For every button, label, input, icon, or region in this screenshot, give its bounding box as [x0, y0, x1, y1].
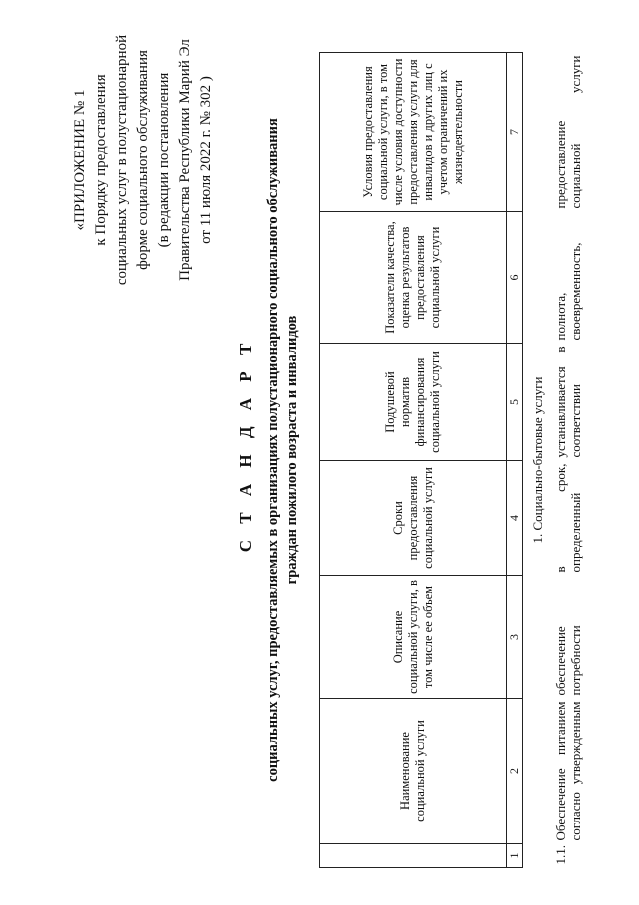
column-number-row	[507, 53, 523, 868]
appendix-line: «ПРИЛОЖЕНИЕ № 1	[72, 89, 88, 231]
column-number: 7	[507, 53, 523, 212]
row-number: 1.1.	[553, 845, 568, 865]
header-cell: Наименование социальной услуги	[320, 699, 507, 844]
document-title: С Т А Н Д А Р Т	[236, 337, 255, 553]
section-row	[523, 53, 552, 868]
service-name-cell: Обеспечение питанием согласно утвержденным	[553, 701, 583, 841]
subtitle-line: граждан пожилого возраста и инвалидов	[284, 315, 300, 585]
table-row	[551, 53, 639, 868]
description-cell: обеспечение потребности	[553, 625, 583, 696]
column-number: 3	[507, 576, 523, 699]
appendix-header	[70, 15, 217, 305]
header-cell: Сроки предоставления социальной услуги	[320, 461, 507, 576]
appendix-line: (в редакции постановления	[156, 72, 172, 248]
appendix-line: к Порядку предоставления	[93, 74, 109, 246]
appendix-line: социальных услуг в полустационарной	[114, 34, 130, 286]
header-cell: Подушевой норматив финансирования социальной услуги	[320, 344, 507, 461]
quality-cell: полнота, своевременность,	[553, 242, 583, 341]
header-cell: Условия предоставления социальной услуги, в том числе условия доступности предоставления услуги для инвалидов и других лиц с учетом ограничений их жизнедеятельности	[320, 53, 507, 212]
column-number: 6	[507, 212, 523, 344]
table-header-row	[320, 53, 507, 868]
term-cell: в срок, определенный	[553, 463, 583, 573]
conditions-cell: предоставление социальной услуги	[553, 55, 583, 209]
header-cell: Показатели качества, оценка результатов предоставления социальной услуги	[320, 212, 507, 344]
appendix-line: Правительства Республики Марий Эл	[177, 39, 193, 281]
column-number: 1	[507, 844, 523, 868]
column-number: 5	[507, 344, 523, 461]
appendix-line: форме социального обслуживания	[135, 50, 151, 270]
header-cell	[320, 844, 507, 868]
header-cell: Описание социальной услуги, в том числе ее объем	[320, 576, 507, 699]
appendix-line: от 11 июля 2022 г. № 302 )	[198, 76, 214, 244]
column-number: 4	[507, 461, 523, 576]
subtitle-line: социальных услуг, предоставляемых в организациях полустационарного социального обслуживания	[265, 118, 281, 782]
standard-table	[319, 52, 639, 868]
norm-cell: устанавливается в соответствии	[553, 346, 583, 458]
section-heading: 1. Социально-бытовые услуги	[523, 53, 552, 868]
column-number: 2	[507, 699, 523, 844]
document-subtitle	[264, 55, 302, 845]
